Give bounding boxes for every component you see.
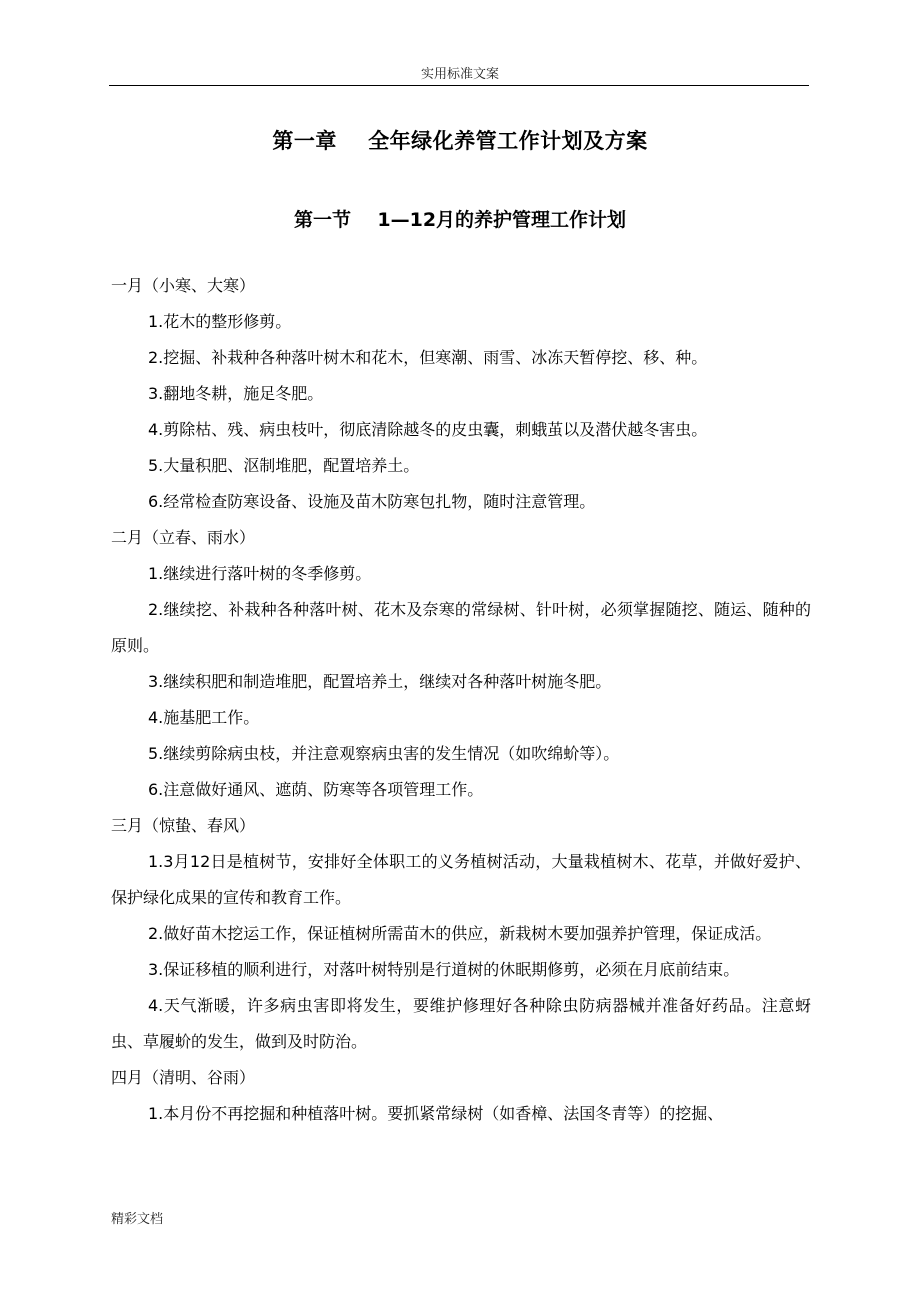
header-divider [109, 85, 809, 86]
footer-text: 精彩文档 [111, 1212, 164, 1227]
list-item: 5.继续剪除病虫枝，并注意观察病虫害的发生情况（如吹绵蚧等）。 [148, 744, 620, 763]
list-item: 2.做好苗木挖运工作，保证植树所需苗木的供应，新栽树木要加强养护管理，保证成活。 [148, 924, 772, 943]
list-item: 6.注意做好通风、遮荫、防寒等各项管理工作。 [148, 780, 484, 799]
month-heading: 一月（小寒、大寒） [111, 276, 256, 295]
list-item: 2.挖掘、补栽种各种落叶树木和花木，但寒潮、雨雪、冰冻天暂停挖、移、种。 [148, 348, 708, 367]
list-item: 3.继续积肥和制造堆肥，配置培养土，继续对各种落叶树施冬肥。 [148, 672, 612, 691]
month-heading: 二月（立春、雨水） [111, 528, 256, 547]
list-item: 4.施基肥工作。 [148, 708, 260, 727]
section-title: 第一节 1—12月的养护管理工作计划 [293, 209, 627, 231]
month-heading: 三月（惊蛰、春风） [111, 816, 256, 835]
list-item: 2.继续挖、补栽种各种落叶树、花木及奈寒的常绿树、针叶树，必须掌握随挖、随运、随种的原则。 [111, 600, 811, 655]
list-item: 4.天气渐暖，许多病虫害即将发生，要维护修理好各种除虫防病器械并准备好药品。注意蚜虫、草履蚧的发生，做到及时防治。 [111, 996, 811, 1051]
chapter-title: 第一章 全年绿化养管工作计划及方案 [272, 129, 648, 153]
list-item: 1.本月份不再挖掘和种植落叶树。要抓紧常绿树（如香樟、法国冬青等）的挖掘、 [148, 1104, 724, 1123]
list-item: 1.3月12日是植树节，安排好全体职工的义务植树活动，大量栽植树木、花草，并做好爱护、保护绿化成果的宣传和教育工作。 [111, 852, 811, 907]
month-heading: 四月（清明、谷雨） [111, 1068, 256, 1087]
list-item: 3.保证移植的顺利进行，对落叶树特别是行道树的休眠期修剪，必须在月底前结束。 [148, 960, 740, 979]
list-item: 3.翻地冬耕，施足冬肥。 [148, 384, 324, 403]
list-item: 5.大量积肥、沤制堆肥，配置培养土。 [148, 456, 420, 475]
list-item: 1.花木的整形修剪。 [148, 312, 292, 331]
list-item: 6.经常检查防寒设备、设施及苗木防寒包扎物，随时注意管理。 [148, 492, 596, 511]
list-item: 1.继续进行落叶树的冬季修剪。 [148, 564, 372, 583]
document-body [111, 268, 811, 1132]
header-text: 实用标准文案 [420, 67, 499, 82]
list-item: 4.剪除枯、残、病虫枝叶，彻底清除越冬的皮虫囊，刺蛾茧以及潜伏越冬害虫。 [148, 420, 708, 439]
